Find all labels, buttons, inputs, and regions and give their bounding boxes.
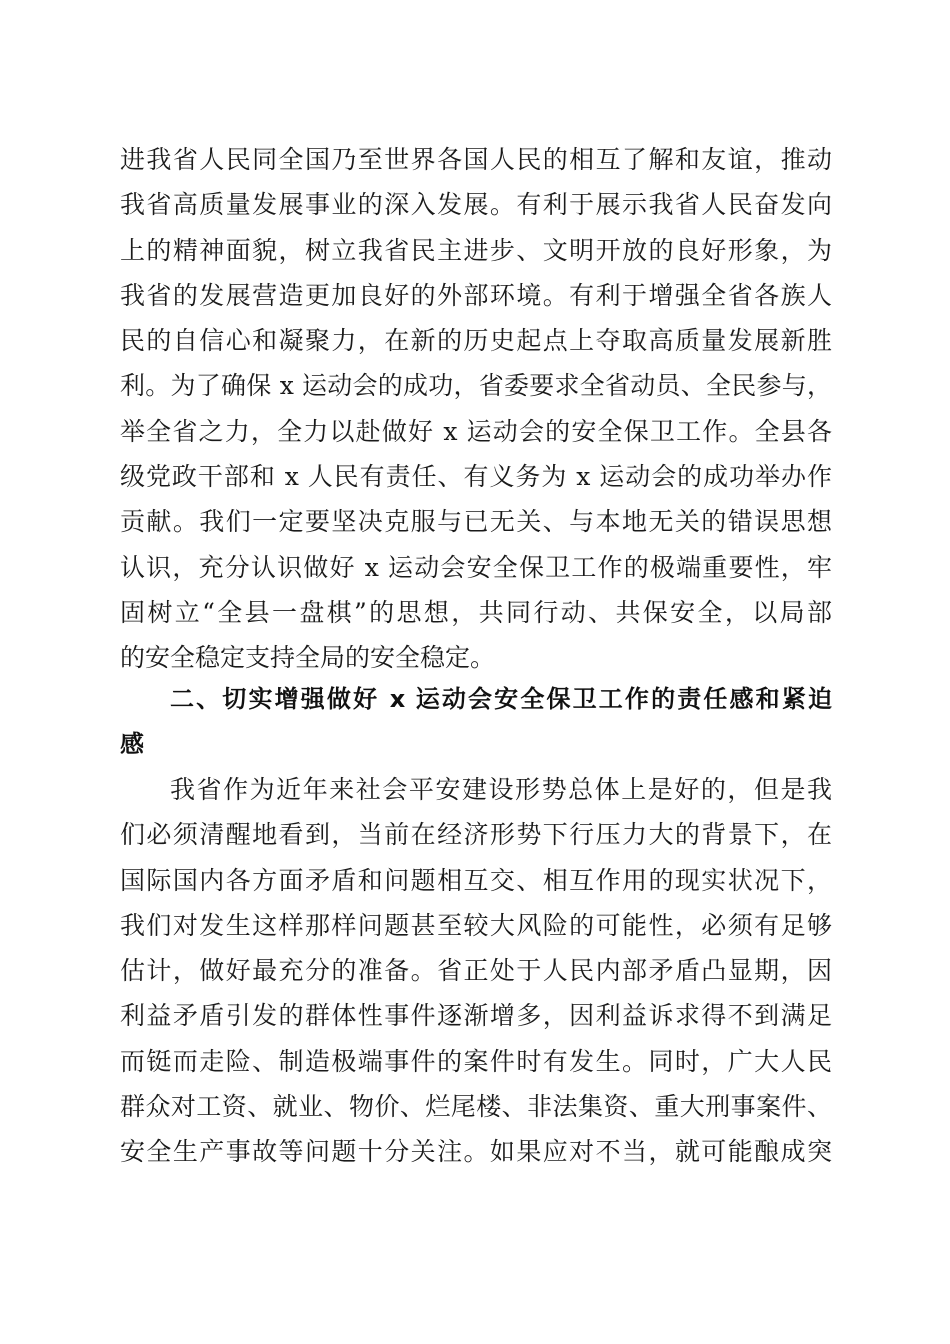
paragraph-line: 利益矛盾引发的群体性事件逐渐增多，因利益诉求得不到满足 bbox=[120, 1001, 832, 1031]
paragraph-line: 级党政干部和 x 人民有责任、有义务为 x 运动会的成功举办作 bbox=[120, 462, 832, 492]
paragraph-line: 进我省人民同全国乃至世界各国人民的相互了解和友谊，推动 bbox=[120, 145, 832, 174]
paragraph-1 bbox=[120, 137, 832, 681]
paragraph-line: 们必须清醒地看到，当前在经济形势下行压力大的背景下，在 bbox=[120, 820, 832, 850]
heading-line: 感 bbox=[120, 730, 144, 758]
heading-line: 二、切实增强做好 x 运动会安全保卫工作的责任感和紧迫 bbox=[170, 685, 832, 713]
paragraph-line: 我们对发生这样那样问题甚至较大风险的可能性，必须有足够 bbox=[120, 910, 832, 940]
paragraph-line: 固树立“全县一盘棋”的思想，共同行动、共保安全，以局部 bbox=[120, 597, 832, 627]
paragraph-line: 上的精神面貌，树立我省民主进步、文明开放的良好形象，为 bbox=[120, 235, 832, 265]
paragraph-line: 举全省之力，全力以赴做好 x 运动会的安全保卫工作。全县各 bbox=[120, 416, 832, 446]
paragraph-line: 贡献。我们一定要坚决克服与已无关、与本地无关的错误思想 bbox=[120, 507, 832, 537]
paragraph-line: 认识，充分认识做好 x 运动会安全保卫工作的极端重要性，牢 bbox=[120, 552, 832, 582]
paragraph-line: 民的自信心和凝聚力，在新的历史起点上夺取高质量发展新胜 bbox=[120, 326, 832, 356]
paragraph-line: 我省高质量发展事业的深入发展。有利于展示我省人民奋发向 bbox=[120, 190, 832, 220]
paragraph-line: 群众对工资、就业、物价、烂尾楼、非法集资、重大刑事案件、 bbox=[120, 1092, 832, 1122]
paragraph-line: 利。为了确保 x 运动会的成功，省委要求全省动员、全民参与， bbox=[120, 371, 832, 401]
paragraph-line: 安全生产事故等问题十分关注。如果应对不当，就可能酿成突 bbox=[120, 1137, 832, 1167]
section-heading-2 bbox=[120, 677, 832, 767]
paragraph-line: 而铤而走险、制造极端事件的案件时有发生。同时，广大人民 bbox=[120, 1046, 832, 1076]
paragraph-line: 估计，做好最充分的准备。省正处于人民内部矛盾凸显期，因 bbox=[120, 956, 832, 986]
paragraph-line: 国际国内各方面矛盾和问题相互交、相互作用的现实状况下， bbox=[120, 865, 832, 895]
paragraph-2 bbox=[120, 767, 832, 1175]
paragraph-line: 我省作为近年来社会平安建设形势总体上是好的，但是我 bbox=[170, 775, 832, 804]
paragraph-line: 的安全稳定支持全局的安全稳定。 bbox=[120, 643, 496, 673]
paragraph-line: 我省的发展营造更加良好的外部环境。有利于增强全省各族人 bbox=[120, 280, 832, 310]
